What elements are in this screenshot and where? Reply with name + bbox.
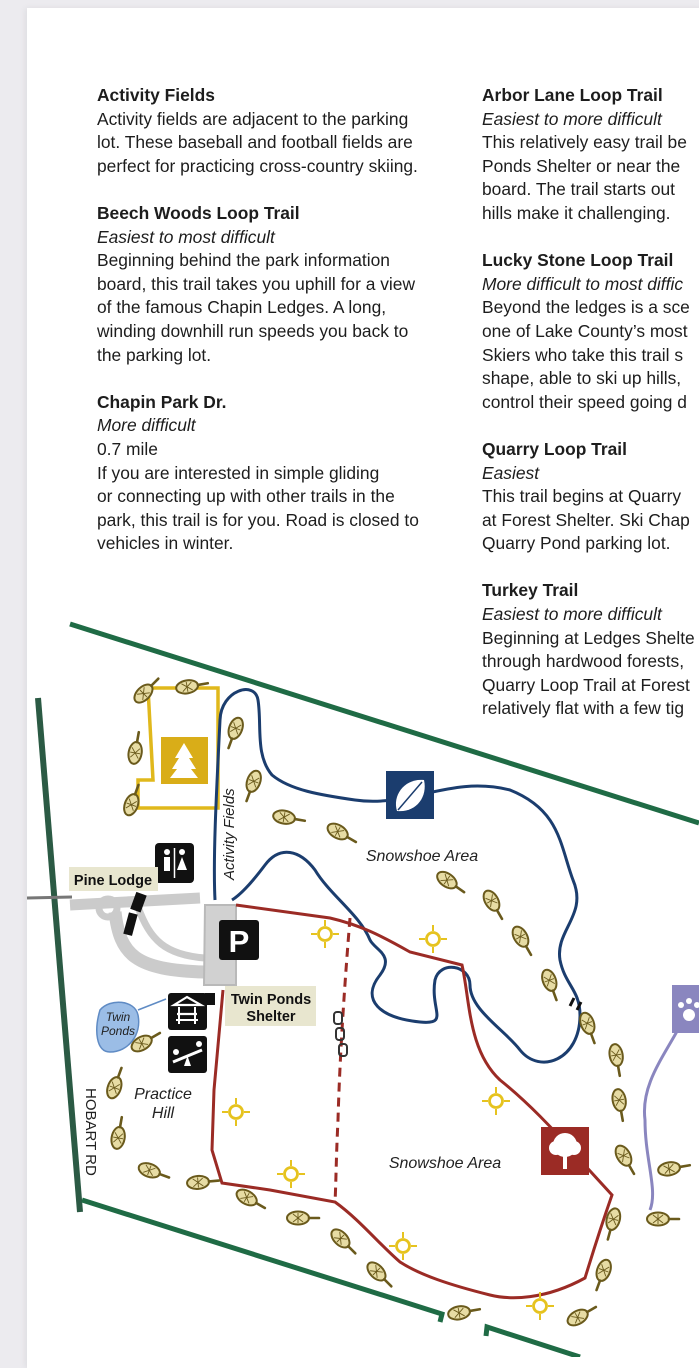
pine-lodge-text: Pine Lodge: [73, 873, 153, 889]
trail-text-line: one of Lake County’s most: [482, 320, 688, 341]
trail-text-line: vehicles in winter.: [97, 533, 234, 554]
practice-hill-label-line1: Practice: [134, 1086, 192, 1103]
info-board-icon: [205, 993, 215, 1005]
trail-text-line: winding downhill run speeds you back to: [97, 320, 409, 341]
pond-stream: [138, 999, 166, 1010]
trail-text-line: lot. These baseball and football fields are: [97, 132, 413, 153]
twin-ponds-label-line1: Twin: [105, 1010, 131, 1024]
trail-text-line: shape, able to ski up hills,: [482, 368, 682, 389]
trail-text-line: Quarry Pond parking lot.: [482, 533, 671, 554]
trail-title: Activity Fields: [97, 85, 215, 105]
twin-ponds-shelter-line1: Twin Ponds: [230, 992, 312, 1008]
trail-text-line: through hardwood forests,: [482, 651, 685, 672]
paw-print-icon: [672, 985, 699, 1033]
trail-text-line: Beginning at Ledges Shelte: [482, 627, 695, 648]
twin-ponds-label-line2: Ponds: [100, 1024, 136, 1038]
trail-text-line: Activity fields are adjacent to the parking: [97, 108, 409, 129]
trail-text-line: control their speed going d: [482, 391, 687, 412]
hobart-rd-label: HOBART RD: [82, 1088, 99, 1176]
trail-text-line: This relatively easy trail be: [482, 132, 687, 153]
parking-icon: [219, 920, 259, 960]
trail-text-line: Skiers who take this trail s: [482, 344, 684, 365]
trail-text-line: This trail begins at Quarry: [482, 486, 682, 507]
activity-fields-map-label: Activity Fields: [221, 788, 238, 880]
trail-difficulty: More difficult: [97, 415, 196, 436]
turkey-trail: [644, 1010, 688, 1210]
trail-distance: 0.7 mile: [97, 438, 158, 459]
trail-text-line: Quarry Loop Trail at Forest: [482, 674, 690, 695]
park-roads: [70, 898, 236, 985]
snowshoe-area-label-top: Snowshoe Area: [365, 848, 479, 865]
trail-title: Beech Woods Loop Trail: [97, 202, 300, 223]
trail-difficulty: Easiest: [482, 462, 540, 483]
trail-text-line: relatively flat with a few tig: [482, 698, 685, 719]
trail-title: Turkey Trail: [482, 580, 579, 601]
trail-title: Chapin Park Dr.: [97, 391, 227, 412]
trail-text-line: of the famous Chapin Ledges. A long,: [97, 297, 387, 318]
trail-junction-marker: [570, 998, 581, 1010]
picnic-shelter-icon: [168, 993, 207, 1030]
trail-title: Lucky Stone Loop Trail: [482, 250, 674, 271]
trail-difficulty: More difficult to most diffic: [482, 273, 684, 294]
trail-text-line: at Forest Shelter. Ski Chap: [482, 509, 690, 530]
chain-marker-icon: [334, 1012, 347, 1056]
pine-lodge-label: [69, 867, 158, 891]
trail-text-line: hills make it challenging.: [482, 202, 671, 223]
parking-letter: P: [228, 924, 250, 959]
playground-icon: [168, 1036, 207, 1073]
snowshoe-area-label-bottom: Snowshoe Area: [388, 1155, 502, 1172]
practice-hill-label-line2: Hill: [151, 1105, 175, 1122]
trail-difficulty: Easiest to most difficult: [97, 226, 275, 247]
restroom-icon: [155, 843, 194, 883]
twin-ponds-shelter-line2: Shelter: [246, 1009, 296, 1025]
trail-title: Arbor Lane Loop Trail: [482, 85, 663, 105]
arbor-lane-loop-trail: [212, 905, 612, 1298]
trail-text-line: park, this trail is for you. Road is closed to: [97, 509, 419, 530]
oak-tree-icon: [541, 1127, 589, 1175]
trail-text-line: Ponds Shelter or near the: [482, 155, 681, 176]
trail-text-line: Beyond the ledges is a sce: [482, 297, 690, 318]
trail-text-line: or connecting up with other trails in the: [97, 486, 395, 507]
trail-text-line: board, this trail takes you uphill for a view: [97, 273, 416, 294]
park-boundary: [38, 624, 699, 1357]
trail-text-line: the parking lot.: [97, 344, 212, 365]
trail-text-line: Beginning behind the park information: [97, 250, 390, 271]
trail-text-line: perfect for practicing cross-country skiing.: [97, 155, 418, 176]
beech-leaf-icon: [386, 771, 434, 819]
trail-text-line: board. The trail starts out: [482, 179, 676, 200]
access-road: [27, 897, 72, 898]
twin-ponds-shelter-label: [225, 986, 316, 1026]
trail-difficulty: Easiest to more difficult: [482, 108, 662, 129]
trail-text-line: If you are interested in simple gliding: [97, 462, 380, 483]
pine-tree-icon: [161, 737, 208, 784]
trail-difficulty: Easiest to more difficult: [482, 604, 662, 625]
arbor-lane-connector: [335, 918, 350, 1202]
trail-title: Quarry Loop Trail: [482, 438, 627, 459]
